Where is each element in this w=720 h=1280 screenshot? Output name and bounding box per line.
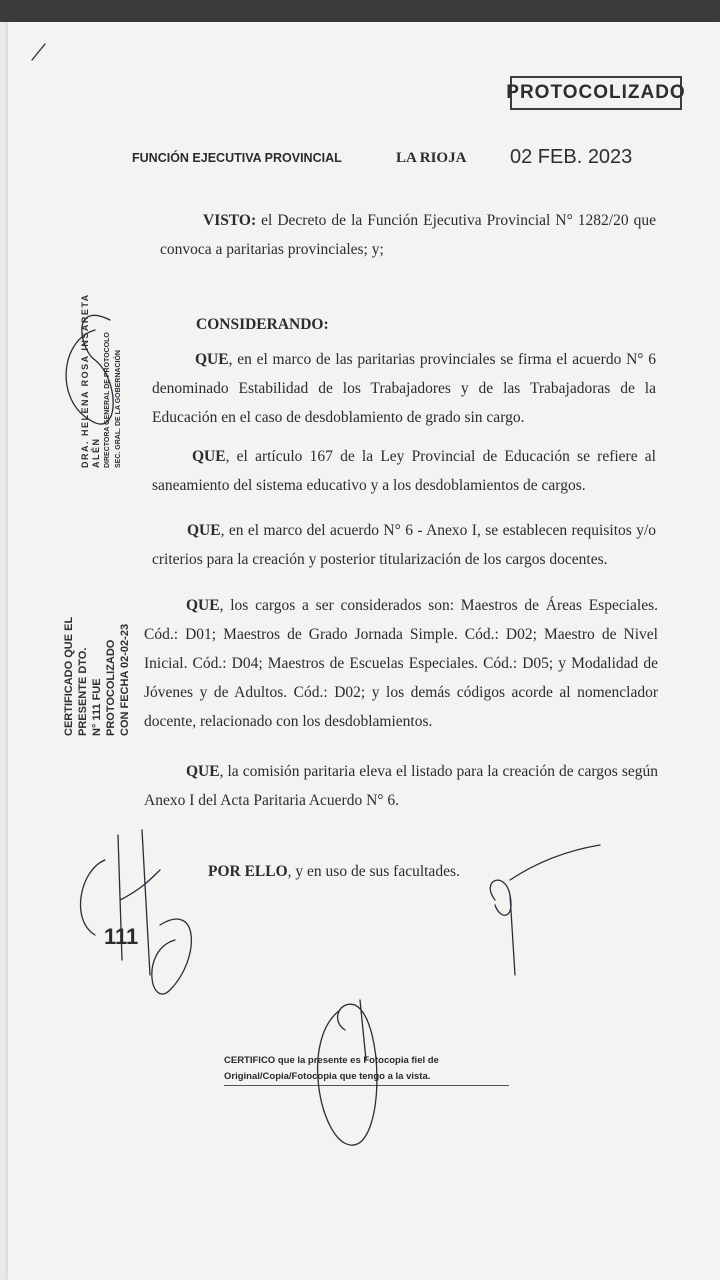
background-top-edge — [0, 0, 720, 22]
que-paragraph-4 — [144, 591, 658, 736]
que-label: QUE — [186, 763, 220, 780]
que-label: QUE — [186, 597, 220, 614]
visto-text: el Decreto de la Función Ejecutiva Provincial N° 1282/20 que convoca a paritarias provinciales; y; — [160, 212, 656, 258]
que-label: QUE — [195, 351, 229, 368]
official-title: DIRECTORA GENERAL DE PROTOCOLO — [104, 332, 111, 468]
que-paragraph-1 — [152, 345, 656, 432]
por-ello-text: , y en uso de sus facultades. — [287, 863, 460, 880]
certificate-line-1: CERTIFICADO QUE EL PRESENTE DTO. — [63, 617, 89, 736]
que-paragraph-5 — [144, 757, 658, 815]
official-dependency: SEC. GRAL. DE LA GOBERNACIÓN — [115, 350, 122, 468]
certification-line-1: CERTIFICO que la presente es Fotocopia fiel de — [224, 1055, 439, 1066]
date-stamp: 02 FEB. 2023 — [510, 146, 633, 168]
official-name: DRA. HELENA ROSA INSARETA ALÉN — [80, 293, 101, 468]
decree-number-stamp: 111 — [104, 924, 139, 949]
protocolizado-stamp: PROTOCOLIZADO — [510, 76, 682, 110]
que-paragraph-3 — [152, 516, 656, 574]
que-paragraph-2 — [152, 442, 656, 500]
certification-line-2: Original/Copia/Fotocopia que tengo a la vista. — [224, 1071, 431, 1082]
official-side-stamp — [80, 268, 124, 468]
certificate-side-stamp — [62, 586, 132, 736]
que-text-5: , la comisión paritaria eleva el listado para la creación de cargos según Anexo I del Acta Paritaria Acuerdo N° 6. — [144, 763, 658, 809]
visto-paragraph — [160, 206, 656, 264]
visto-label: VISTO: — [203, 212, 257, 229]
certification-stamp — [224, 1053, 509, 1086]
por-ello-label: POR ELLO — [208, 863, 288, 880]
que-label: QUE — [187, 522, 221, 539]
issuer-heading: FUNCIÓN EJECUTIVA PROVINCIAL — [132, 151, 342, 165]
considerando-heading: CONSIDERANDO: — [196, 316, 329, 333]
certificate-line-3: CON FECHA 02-02-23 — [119, 623, 131, 736]
que-text-2: , el artículo 167 de la Ley Provincial de Educación se refiere al saneamiento del sistema educativo y a los desdoblamientos de cargos. — [152, 448, 656, 494]
por-ello-paragraph — [208, 857, 460, 886]
que-text-4: , los cargos a ser considerados son: Maestros de Áreas Especiales. Cód.: D01; Maestros de Grado Jornada Simple. Cód.: D02; Maestro de Nivel Inicial. Cód.: D04; Maestros de Escuelas Especiales. Cód.: D05; y Modalidad de Jóvenes y de Adultos. Cód.: D02; y los demás códigos acorde al nomenclador docente, relacionado con los desdoblamientos. — [144, 597, 658, 730]
que-label: QUE — [192, 448, 226, 465]
certificate-line-2: N° 111 FUE PROTOCOLIZADO — [91, 639, 117, 736]
que-text-3: , en el marco del acuerdo N° 6 - Anexo I, se establecen requisitos y/o criterios para la creación y posterior titularización de los cargos docentes. — [152, 522, 656, 568]
que-text-1: , en el marco de las paritarias provinciales se firma el acuerdo N° 6 denominado Estabilidad de los Trabajadores y de las Trabajadoras de la Educación en el caso de desdoblamiento de grado sin cargo. — [152, 351, 656, 426]
city-heading: LA RIOJA — [396, 150, 467, 166]
